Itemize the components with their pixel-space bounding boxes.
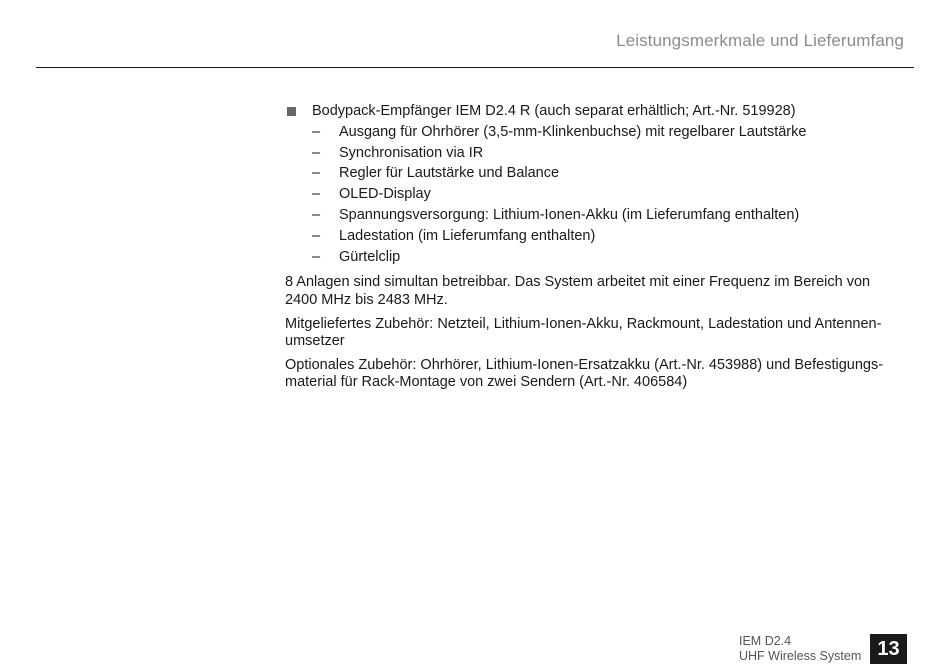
list-item bbox=[285, 226, 915, 247]
list-item bbox=[285, 163, 915, 184]
feature-sublist bbox=[285, 122, 915, 268]
footer-product-line2: UHF Wireless System bbox=[739, 648, 862, 663]
list-item bbox=[285, 247, 915, 268]
list-item bbox=[285, 122, 915, 143]
square-bullet-icon bbox=[287, 107, 296, 116]
paragraph-line: umsetzer bbox=[285, 333, 345, 350]
paragraph-included-accessories bbox=[285, 316, 915, 351]
main-content bbox=[285, 101, 915, 392]
page-number-badge: 13 bbox=[870, 634, 907, 664]
list-item-text: Gürtelclip bbox=[339, 248, 401, 265]
bullet-item-text: Bodypack-Empfänger IEM D2.4 R (auch separat erhältlich; Art.-Nr. 519928) bbox=[312, 103, 796, 119]
paragraph-line: Optionales Zubehör: Ohrhörer, Lithium-Ionen-Ersatzakku (Art.-Nr. 453988) und Befestigungs- bbox=[285, 356, 884, 373]
list-item-text: Ausgang für Ohrhörer (3,5-mm-Klinkenbuchse) mit regelbarer Lautstärke bbox=[339, 123, 807, 140]
list-item-text: OLED-Display bbox=[339, 186, 431, 203]
page-header-title: Leistungsmerkmale und Lieferumfang bbox=[616, 31, 904, 50]
list-item-text: Synchronisation via IR bbox=[339, 144, 484, 161]
paragraph-line: material für Rack-Montage von zwei Sendern (Art.-Nr. 406584) bbox=[285, 374, 688, 391]
dash-marker: – bbox=[312, 227, 321, 244]
paragraph-line: Mitgeliefertes Zubehör: Netzteil, Lithium-Ionen-Akku, Rackmount, Ladestation und Antennen- bbox=[285, 315, 882, 332]
paragraph-frequency bbox=[285, 274, 915, 309]
list-item-text: Spannungsversorgung: Lithium-Ionen-Akku (im Lieferumfang enthalten) bbox=[339, 206, 800, 223]
dash-marker: – bbox=[312, 144, 321, 161]
dash-marker: – bbox=[312, 165, 321, 182]
dash-marker: – bbox=[312, 123, 321, 140]
list-item bbox=[285, 184, 915, 205]
bullet-item-bodypack bbox=[285, 101, 915, 122]
footer-product-name bbox=[739, 634, 861, 663]
list-item-text: Ladestation (im Lieferumfang enthalten) bbox=[339, 227, 596, 244]
footer-product-line1: IEM D2.4 bbox=[739, 634, 792, 648]
paragraph-optional-accessories bbox=[285, 357, 915, 392]
paragraph-line: 2400 MHz bis 2483 MHz. bbox=[285, 291, 448, 308]
list-item-text: Regler für Lautstärke und Balance bbox=[339, 165, 560, 182]
header-divider bbox=[36, 67, 914, 68]
list-item bbox=[285, 205, 915, 226]
paragraph-line: 8 Anlagen sind simultan betreibbar. Das System arbeitet mit einer Frequenz im Bereich von bbox=[285, 274, 871, 291]
dash-marker: – bbox=[312, 206, 321, 223]
dash-marker: – bbox=[312, 248, 321, 265]
dash-marker: – bbox=[312, 186, 321, 203]
list-item bbox=[285, 143, 915, 164]
